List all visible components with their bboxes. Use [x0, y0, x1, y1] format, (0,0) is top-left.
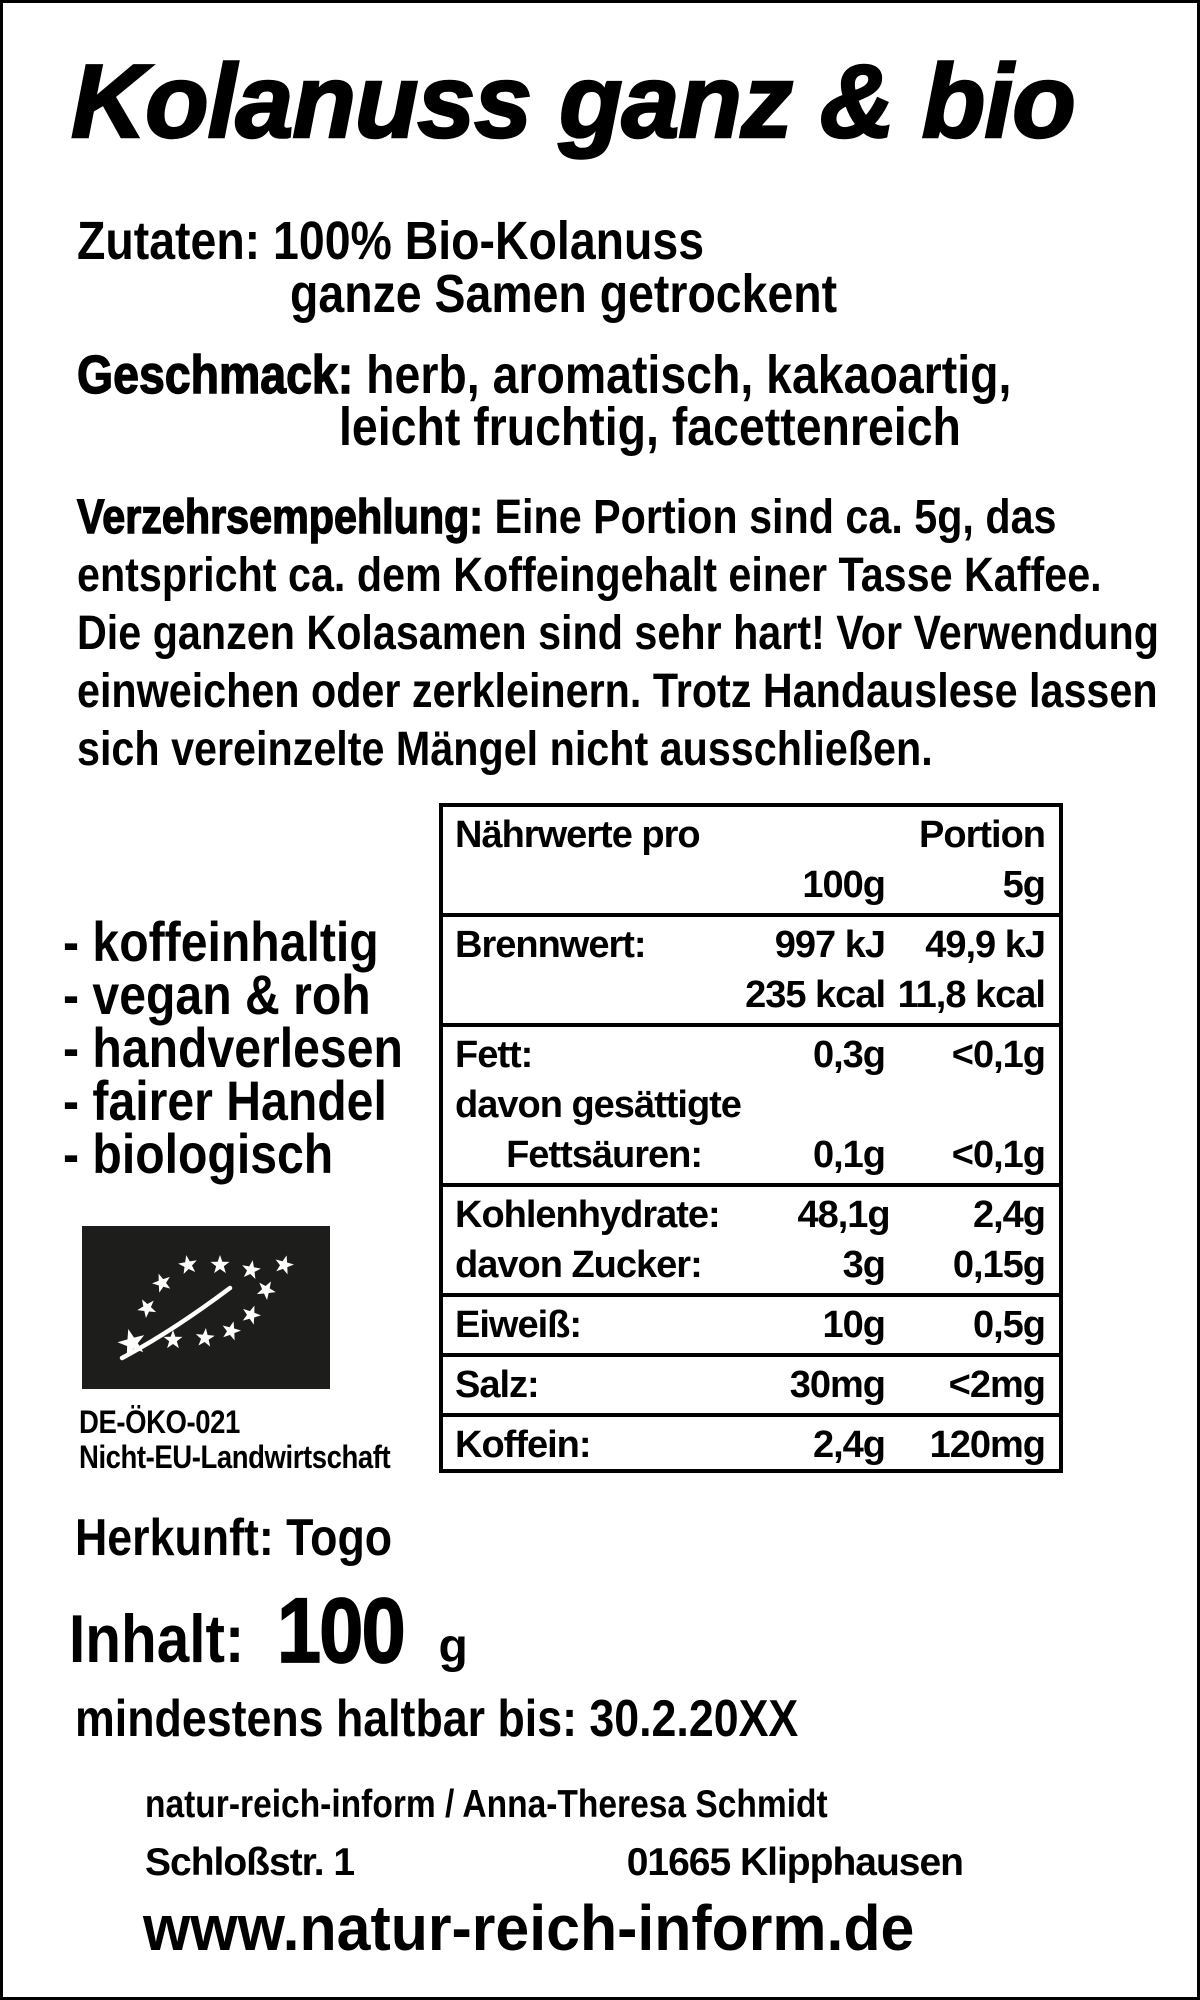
ingredients-line1: Zutaten: 100% Bio-Kolanuss — [77, 211, 705, 271]
nutrition-header-portion: Portion — [919, 814, 1045, 856]
protein-portion: 0,5g — [972, 1304, 1045, 1346]
salt-100: 30mg — [789, 1364, 885, 1406]
nutrition-row-fat — [443, 1027, 1059, 1187]
consumption-line1 — [77, 489, 1056, 547]
organic-code: DE-ÖKO-021 — [79, 1404, 240, 1440]
salt-label: Salz: — [455, 1364, 539, 1406]
feature-item: - koffeinhaltig — [63, 910, 379, 973]
feature-item: - fairer Handel — [63, 1069, 387, 1132]
energy-kj-portion: 49,9 kJ — [925, 924, 1045, 966]
sugar-portion: 0,15g — [952, 1244, 1045, 1286]
eu-organic-leaf-icon — [82, 1226, 330, 1389]
nutrition-row-caffeine — [443, 1417, 1059, 1473]
nutrition-table — [439, 803, 1063, 1473]
consumption-line3: Die ganzen Kolasamen sind sehr hart! Vor Verwendung — [77, 607, 1159, 660]
feature-item: - handverlesen — [63, 1016, 403, 1079]
website-line — [143, 1891, 955, 1965]
saturated-fat-intro: davon gesättigte — [455, 1084, 741, 1126]
feature-list — [63, 910, 458, 1185]
saturated-fat-label: Fettsäuren: — [506, 1134, 702, 1176]
consumption-text1: Eine Portion sind ca. 5g, das — [483, 491, 1057, 544]
ingredients-line2: ganze Samen getrockent — [290, 264, 838, 324]
consumption-label: Verzehrsempehlung: — [77, 491, 484, 544]
caffeine-100: 2,4g — [812, 1424, 885, 1466]
best-before-text: mindestens haltbar bis: 30.2.20XX — [75, 1690, 799, 1748]
sugar-100: 3g — [842, 1244, 885, 1286]
feature-item: - vegan & roh — [63, 963, 371, 1026]
carbs-portion: 2,4g — [972, 1194, 1045, 1236]
nutrition-row-energy — [443, 917, 1059, 1027]
nutrition-header — [443, 807, 1059, 917]
nutrition-header-per100: 100g — [802, 864, 885, 906]
saturated-fat-portion: <0,1g — [951, 1134, 1045, 1176]
caffeine-portion: 120mg — [929, 1424, 1045, 1466]
producer-name: natur-reich-inform / Anna-Theresa Schmidt — [145, 1783, 828, 1826]
content-label: Inhalt: — [69, 1601, 245, 1677]
producer-street: Schloßstr. 1 — [145, 1841, 355, 1884]
origin-text: Herkunft: Togo — [75, 1509, 393, 1567]
website-url: www.natur-reich-inform.de — [143, 1892, 915, 1964]
sugar-label: davon Zucker: — [455, 1244, 702, 1286]
spacer — [455, 860, 710, 910]
best-before-line — [75, 1689, 916, 1749]
feature-item: - biologisch — [63, 1122, 334, 1185]
carbs-100: 48,1g — [797, 1194, 890, 1236]
producer-name-line — [145, 1783, 939, 1827]
origin-line — [75, 1508, 444, 1568]
ingredients-section — [77, 211, 926, 324]
consumption-line2: entspricht ca. dem Koffeingehalt einer Tasse Kaffee. — [77, 549, 1102, 602]
taste-section — [77, 345, 1163, 457]
consumption-section — [77, 489, 1200, 779]
producer-city: 01665 Klipphausen — [626, 1841, 963, 1884]
protein-100: 10g — [822, 1304, 885, 1346]
taste-line1 — [77, 345, 1012, 405]
consumption-line4: einweichen oder zerkleinern. Trotz Handauslese lassen — [77, 665, 1158, 718]
nutrition-row-protein — [443, 1297, 1059, 1357]
nutrition-header-perportion: 5g — [1002, 864, 1045, 906]
content-unit: g — [438, 1620, 468, 1673]
carbs-label: Kohlenhydrate: — [455, 1194, 720, 1236]
content-line — [69, 1579, 468, 1684]
organic-certification — [79, 1405, 441, 1475]
protein-label: Eiweiß: — [455, 1304, 582, 1346]
product-title: Kolanuss ganz & bio — [71, 44, 1075, 160]
nutrition-header-title: Nährwerte pro — [455, 814, 700, 856]
spacer — [455, 970, 710, 1020]
energy-kj-100: 997 kJ — [774, 924, 885, 966]
consumption-line5: sich vereinzelte Mängel nicht ausschließen. — [77, 723, 933, 776]
content-amount: 100 — [276, 1580, 404, 1682]
fat-label: Fett: — [455, 1034, 533, 1076]
energy-label: Brennwert: — [455, 924, 646, 966]
organic-farming-origin: Nicht-EU-Landwirtschaft — [79, 1439, 391, 1475]
fat-portion: <0,1g — [951, 1034, 1045, 1076]
saturated-fat-100: 0,1g — [812, 1134, 885, 1176]
producer-address-line — [145, 1841, 963, 1885]
nutrition-row-salt — [443, 1357, 1059, 1417]
salt-portion: <2mg — [948, 1364, 1045, 1406]
taste-label: Geschmack: — [77, 345, 354, 405]
energy-kcal-portion: 11,8 kcal — [897, 974, 1045, 1016]
taste-line2: leicht fruchtig, facettenreich — [339, 397, 961, 457]
fat-100: 0,3g — [812, 1034, 885, 1076]
nutrition-row-carbs — [443, 1187, 1059, 1297]
energy-kcal-100: 235 kcal — [745, 974, 885, 1016]
taste-text: herb, aromatisch, kakaoartig, — [353, 345, 1012, 405]
caffeine-label: Koffein: — [455, 1424, 591, 1466]
